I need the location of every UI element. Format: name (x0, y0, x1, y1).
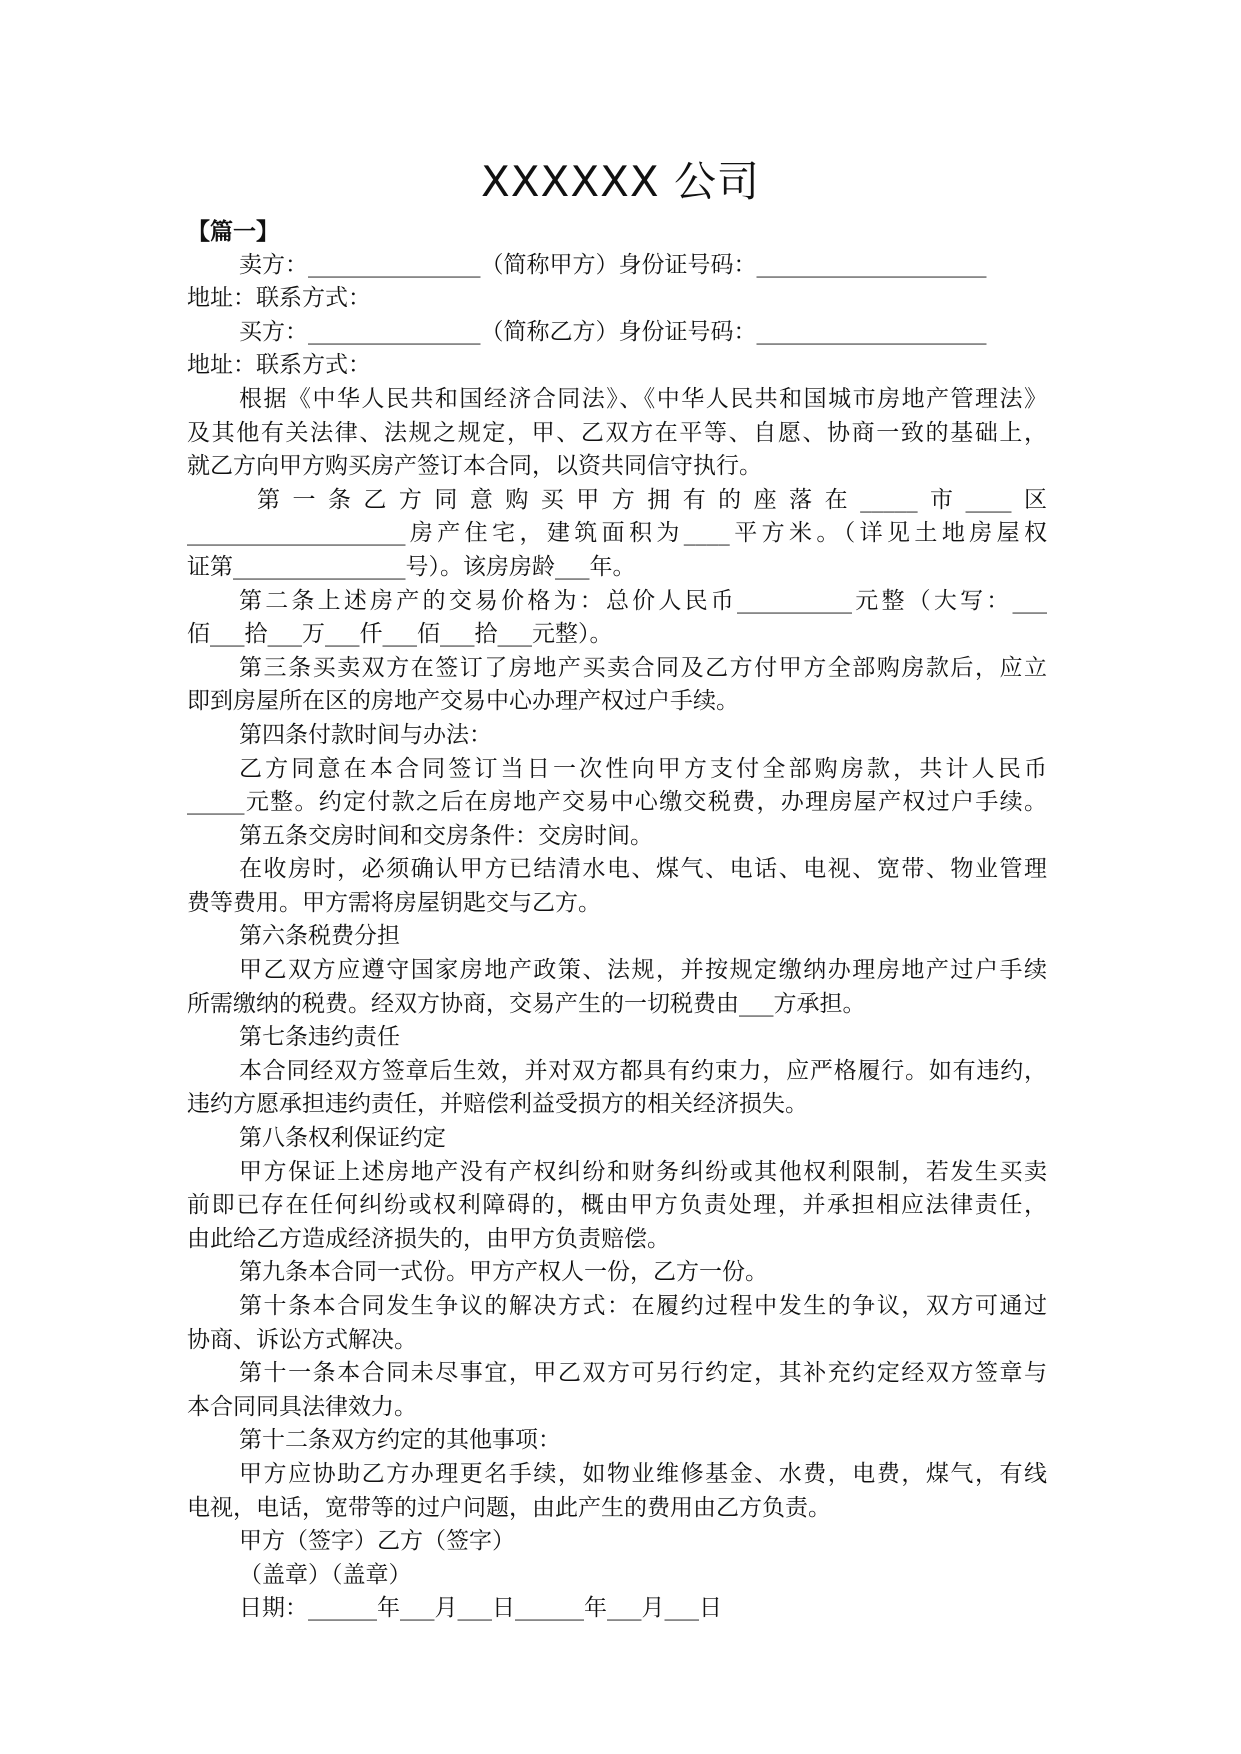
text-line: ___________________房产住宅，建筑面积为____平方米。（详见土地房屋权 (187, 520, 1047, 547)
text-line: 甲方（签字）乙方（签字） (239, 1528, 515, 1555)
text-line: 买方：_______________（简称乙方）身份证号码：____________________ (239, 318, 987, 345)
text-line: 本合同同具法律效力。 (187, 1393, 417, 1420)
text-line: 地址：联系方式： (187, 285, 371, 312)
text-line: 第七条违约责任 (239, 1024, 400, 1051)
text-line: 本合同经双方签章后生效，并对双方都具有约束力，应严格履行。如有违约， (239, 1057, 1047, 1084)
text-line: 甲方保证上述房地产没有产权纠纷和财务纠纷或其他权利限制，若发生买卖 (239, 1158, 1047, 1185)
text-line: 第九条本合同一式份。甲方产权人一份，乙方一份。 (239, 1259, 768, 1286)
document-title: XXXXXX 公司 (481, 157, 760, 206)
text-line: 根据《中华人民共和国经济合同法》、《中华人民共和国城市房地产管理法》 (239, 385, 1047, 412)
text-line: 地址：联系方式： (187, 352, 371, 379)
text-line: 就乙方向甲方购买房产签订本合同，以资共同信守执行。 (187, 453, 762, 480)
text-line: 费等费用。甲方需将房屋钥匙交与乙方。 (187, 889, 601, 916)
text-line: 佰___拾___万___仟___佰___拾___元整）。 (187, 621, 613, 648)
document-body (187, 215, 1047, 1626)
text-line: 第十一条本合同未尽事宜，甲乙双方可另行约定，其补充约定经双方签章与 (239, 1360, 1047, 1387)
text-line: 违约方愿承担违约责任，并赔偿利益受损方的相关经济损失。 (187, 1091, 808, 1118)
text-line: 第五条交房时间和交房条件：交房时间。 (239, 822, 653, 849)
text-line: 卖方：_______________（简称甲方）身份证号码：____________________ (239, 251, 987, 278)
text-line: 所需缴纳的税费。经双方协商，交易产生的一切税费由___方承担。 (187, 990, 866, 1017)
section-label: 【篇一】 (187, 218, 279, 245)
text-line: （盖章）（盖章） (239, 1561, 412, 1588)
text-line: 第一条乙方同意购买甲方拥有的座落在_____市____区 (257, 486, 1047, 513)
text-line: 第十条本合同发生争议的解决方式：在履约过程中发生的争议，双方可通过 (239, 1293, 1047, 1319)
text-line: 第十二条双方约定的其他事项： (239, 1427, 561, 1454)
text-line: 电视，电话，宽带等的过户问题，由此产生的费用由乙方负责。 (187, 1494, 831, 1521)
text-line: 第四条付款时间与办法： (239, 721, 492, 748)
text-line: 甲方应协助乙方办理更名手续，如物业维修基金、水费，电费，煤气，有线 (239, 1460, 1047, 1487)
text-line: 第八条权利保证约定 (239, 1125, 446, 1152)
text-line: 即到房屋所在区的房地产交易中心办理产权过户手续。 (187, 688, 739, 715)
text-line: 前即已存在任何纠纷或权利障碍的，概由甲方负责处理，并承担相应法律责任， (187, 1192, 1047, 1219)
text-line: 由此给乙方造成经济损失的，由甲方负责赔偿。 (187, 1225, 670, 1252)
text-line: _____元整。约定付款之后在房地产交易中心缴交税费，办理房屋产权过户手续。 (187, 789, 1047, 816)
text-line: 第二条上述房产的交易价格为：总价人民币__________元整（大写：___ (239, 587, 1047, 614)
text-line: 及其他有关法律、法规之规定，甲、乙双方在平等、自愿、协商一致的基础上， (187, 419, 1047, 446)
text-line: 甲乙双方应遵守国家房地产政策、法规，并按规定缴纳办理房地产过户手续 (239, 957, 1047, 984)
text-line: 第三条买卖双方在签订了房地产买卖合同及乙方付甲方全部购房款后，应立 (239, 654, 1047, 681)
text-line: 乙方同意在本合同签订当日一次性向甲方支付全部购房款，共计人民币 (239, 755, 1047, 782)
text-line: 第六条税费分担 (239, 923, 400, 950)
text-line: 在收房时，必须确认甲方已结清水电、煤气、电话、电视、宽带、物业管理 (239, 856, 1047, 883)
text-line: 证第_______________号）。该房房龄___年。 (187, 553, 636, 580)
contract-lines (187, 249, 1047, 1626)
text-line: 协商、诉讼方式解决。 (187, 1326, 417, 1353)
text-line: 日期：______年___月___日______年___月___日 (239, 1595, 722, 1622)
